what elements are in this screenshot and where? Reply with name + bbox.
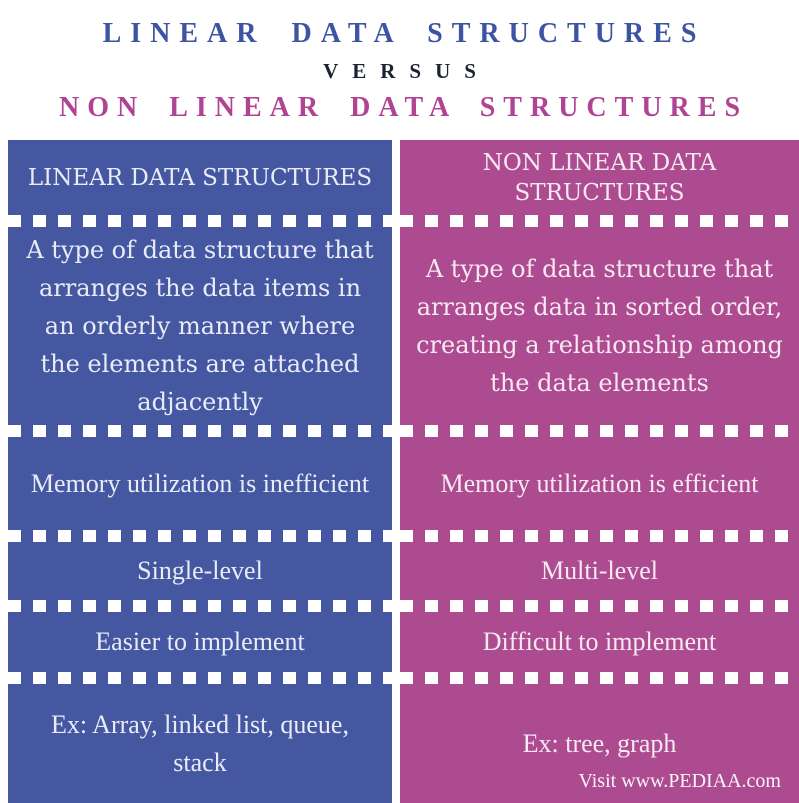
cell-nonlinear-memory: Memory utilization is efficient [440, 469, 759, 498]
page-header [0, 0, 799, 140]
dashed-divider [8, 672, 392, 684]
cell-linear-implementation: Easier to implement [95, 627, 305, 656]
dashed-divider [8, 530, 392, 542]
cell-linear-memory: Memory utilization is inefficient [30, 469, 370, 498]
dashed-divider [400, 672, 799, 684]
versus-label: VERSUS [323, 59, 490, 83]
nonlinear-column-title: NON LINEAR DATA STRUCTURES [482, 149, 717, 206]
cell-nonlinear-definition: A type of data structure that arranges data in sorted order, creating a relationship among the data elements [416, 255, 783, 397]
page-title-nonlinear: NON LINEAR DATA STRUCTURES [58, 92, 749, 123]
nonlinear-examples-text: Ex: tree, graph [522, 728, 677, 758]
column-gap [392, 140, 400, 803]
cell-linear-examples: Ex: Array, linked list, queue, stack [51, 709, 349, 777]
page-title-linear: LINEAR DATA STRUCTURES [102, 18, 706, 49]
dashed-divider [8, 215, 392, 227]
dashed-divider [400, 215, 799, 227]
comparison-table [0, 140, 799, 803]
cell-nonlinear-examples [400, 684, 799, 803]
linear-column-title: LINEAR DATA STRUCTURES [27, 164, 373, 191]
pediaa-credit: Visit www.PEDIAA.com [578, 770, 781, 792]
dashed-divider [8, 600, 392, 612]
cell-nonlinear-implementation: Difficult to implement [482, 627, 717, 656]
dashed-divider [400, 425, 799, 437]
dashed-divider [8, 425, 392, 437]
dashed-divider [400, 600, 799, 612]
cell-nonlinear-level: Multi-level [541, 556, 658, 585]
nonlinear-column [400, 140, 799, 803]
linear-column [8, 140, 392, 803]
cell-linear-level: Single-level [137, 556, 263, 585]
cell-linear-definition: A type of data structure that arranges the data items in an orderly manner where the elements are attached adjacently [26, 236, 374, 416]
dashed-divider [400, 530, 799, 542]
